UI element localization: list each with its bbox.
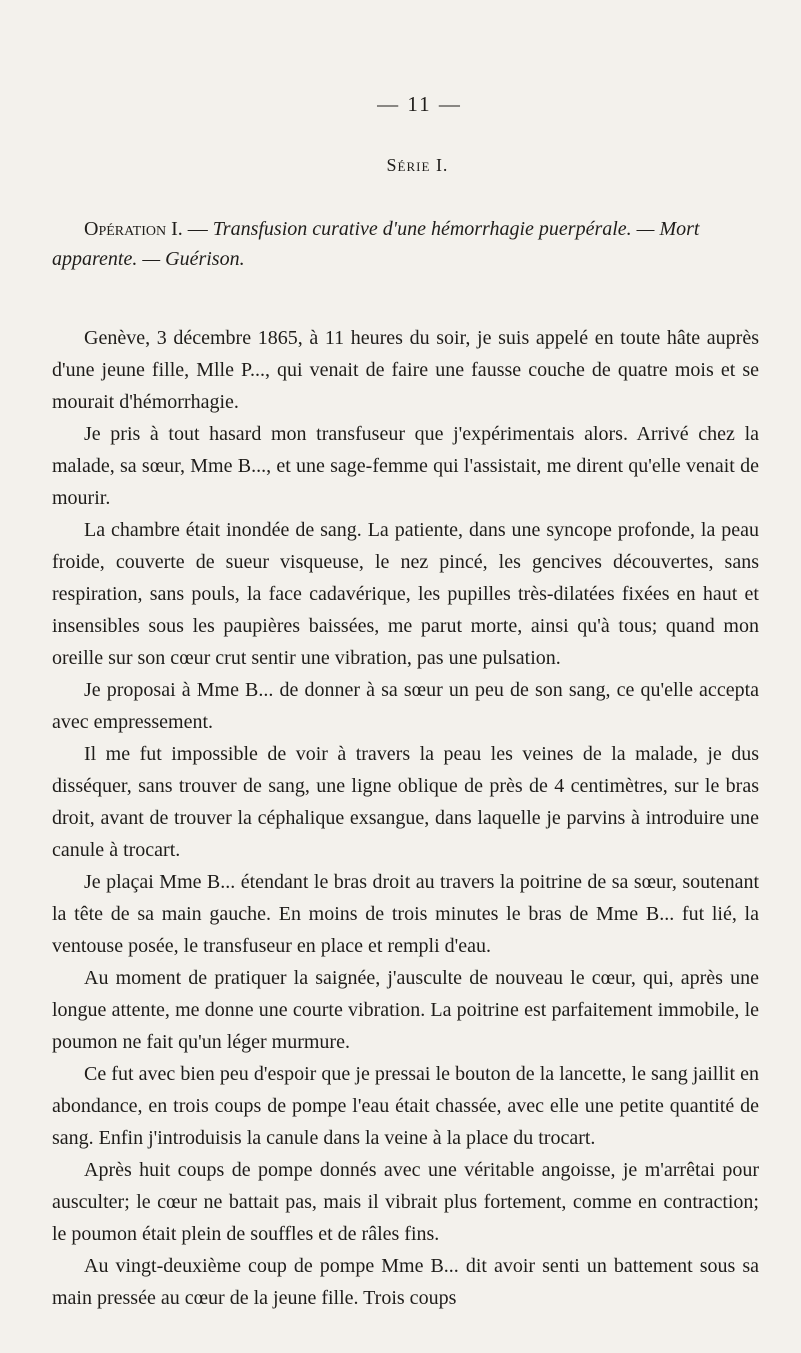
- paragraph: Au moment de pratiquer la saignée, j'ausculte de nouveau le cœur, qui, après une longue attente, me donne une courte vibration. La poitrine est parfaitement immobile, le poumon ne fait qu'un léger murmure.: [52, 967, 759, 1053]
- paragraph: Après huit coups de pompe donnés avec une véritable angoisse, je m'arrêtai pour ausculter; le cœur ne battait pas, mais il vibrait plus fortement, comme en contraction; le poumon était plein de souffles et de râles fins.: [52, 1159, 759, 1245]
- paragraph: Je plaçai Mme B... étendant le bras droit au travers la poitrine de sa sœur, soutenant la tête de sa main gauche. En moins de trois minutes le bras de Mme B... fut lié, la ventouse posée, le transfuseur en place et rempli d'eau.: [52, 871, 759, 957]
- paragraph: Il me fut impossible de voir à travers la peau les veines de la malade, je dus disséquer, sans trouver de sang, une ligne oblique de près de 4 centimètres, sur le bras droit, avant de trouver la céphalique exsangue, dans laquelle je parvins à introduire une canule à trocart.: [52, 743, 759, 861]
- paragraph: Genève, 3 décembre 1865, à 11 heures du soir, je suis appelé en toute hâte auprès d'une jeune fille, Mlle P..., qui venait de faire une fausse couche de quatre mois et se mourait d'hémorrhagie.: [52, 327, 759, 413]
- page-number: — 11 —: [377, 92, 462, 116]
- operation-label: Opération I. —: [84, 218, 208, 240]
- operation-heading: [52, 214, 759, 274]
- paragraph: Ce fut avec bien peu d'espoir que je pressai le bouton de la lancette, le sang jaillit en abondance, en trois coups de pompe l'eau était chassée, avec elle une petite quantité de sang. Enfin j'introduisis la canule dans la veine à la place du trocart.: [52, 1063, 759, 1149]
- paragraph: Je proposai à Mme B... de donner à sa sœur un peu de son sang, ce qu'elle accepta avec empressement.: [52, 679, 759, 733]
- operation-title: Transfusion curative d'une hémorrhagie puerpérale. — Mort apparente. — Guérison.: [52, 218, 700, 270]
- paragraph: La chambre était inondée de sang. La patiente, dans une syncope profonde, la peau froide, couverte de sueur visqueuse, le nez pincé, les gencives découvertes, sans respiration, sans pouls, la face cadavérique, les pupilles très-dilatées fixées en haut et insensibles sous les paupières baissées, me parut morte, ainsi qu'à tous; quand mon oreille sur son cœur crut sentir une vibration, pas une pulsation.: [52, 519, 759, 669]
- series-title: Série I.: [386, 155, 449, 175]
- body-text: [52, 322, 759, 1314]
- paragraph: Je pris à tout hasard mon transfuseur que j'expérimentais alors. Arrivé chez la malade, sa sœur, Mme B..., et une sage-femme qui l'assistait, me dirent qu'elle venait de mourir.: [52, 423, 759, 509]
- paragraph: Au vingt-deuxième coup de pompe Mme B... dit avoir senti un battement sous sa main pressée au cœur de la jeune fille. Trois coups: [52, 1255, 759, 1309]
